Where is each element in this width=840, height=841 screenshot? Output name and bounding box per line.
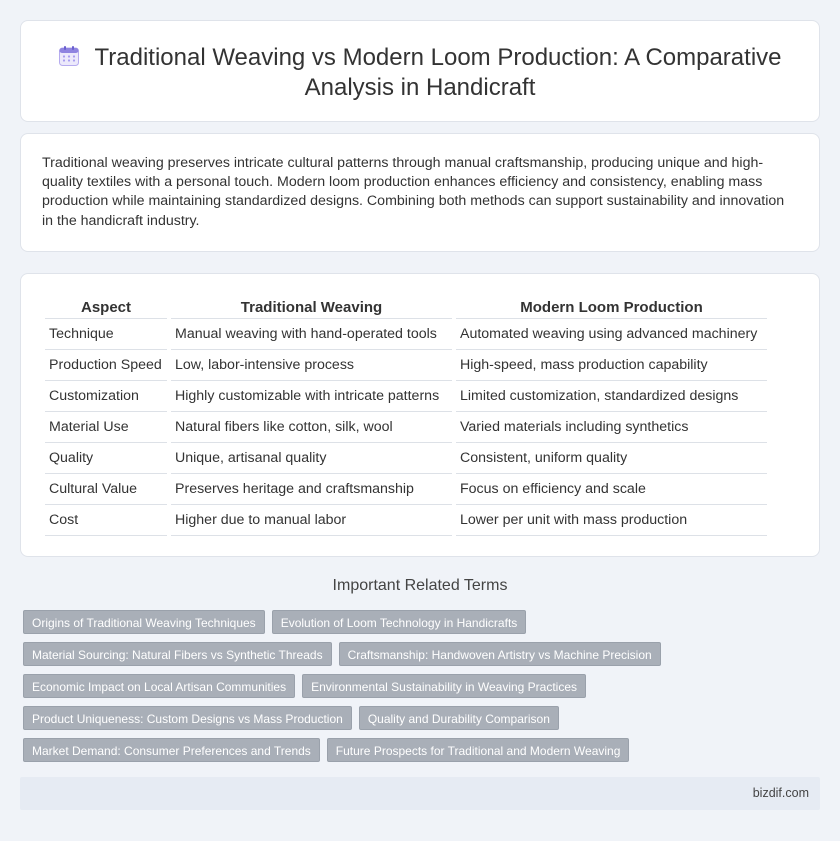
table-header-row xyxy=(45,295,767,319)
intro-card xyxy=(20,133,820,252)
table-row xyxy=(45,412,767,443)
related-term-tag[interactable]: Product Uniqueness: Custom Designs vs Mass Production xyxy=(23,706,352,730)
table-cell: High-speed, mass production capability xyxy=(456,350,767,381)
table-cell: Focus on efficiency and scale xyxy=(456,474,767,505)
table-cell: Automated weaving using advanced machinery xyxy=(456,319,767,350)
related-terms-list xyxy=(23,610,823,770)
column-header: Traditional Weaving xyxy=(171,295,452,319)
footer-site-link[interactable]: bizdif.com xyxy=(752,786,809,800)
table-cell: Limited customization, standardized designs xyxy=(456,381,767,412)
table-cell: Varied materials including synthetics xyxy=(456,412,767,443)
table-row xyxy=(45,474,767,505)
table-cell: Technique xyxy=(45,319,167,350)
related-term-tag[interactable]: Future Prospects for Traditional and Modern Weaving xyxy=(327,738,630,762)
related-terms-heading: Important Related Terms xyxy=(332,577,508,594)
tag-row xyxy=(23,674,823,698)
table-row xyxy=(45,505,767,536)
table-row xyxy=(45,381,767,412)
calendar-icon xyxy=(58,45,80,67)
table-cell: Lower per unit with mass production xyxy=(456,505,767,536)
tag-row xyxy=(23,706,823,730)
table-cell: Higher due to manual labor xyxy=(171,505,452,536)
table-row xyxy=(45,350,767,381)
table-cell: Manual weaving with hand-operated tools xyxy=(171,319,452,350)
table-cell: Customization xyxy=(45,381,167,412)
footer-bar xyxy=(20,777,820,810)
tag-row xyxy=(23,610,823,634)
table-cell: Production Speed xyxy=(45,350,167,381)
related-term-tag[interactable]: Craftsmanship: Handwoven Artistry vs Machine Precision xyxy=(339,642,661,666)
related-term-tag[interactable]: Environmental Sustainability in Weaving Practices xyxy=(302,674,586,698)
table-row xyxy=(45,443,767,474)
table-cell: Highly customizable with intricate patterns xyxy=(171,381,452,412)
related-term-tag[interactable]: Origins of Traditional Weaving Techniques xyxy=(23,610,265,634)
column-header: Modern Loom Production xyxy=(456,295,767,319)
table-cell: Unique, artisanal quality xyxy=(171,443,452,474)
tag-row xyxy=(23,642,823,666)
related-term-tag[interactable]: Quality and Durability Comparison xyxy=(359,706,559,730)
column-header: Aspect xyxy=(45,295,167,319)
table-cell: Material Use xyxy=(45,412,167,443)
page-title-wrap xyxy=(51,43,789,103)
table-cell: Cultural Value xyxy=(45,474,167,505)
table-cell: Quality xyxy=(45,443,167,474)
related-term-tag[interactable]: Evolution of Loom Technology in Handicrafts xyxy=(272,610,527,634)
related-term-tag[interactable]: Material Sourcing: Natural Fibers vs Synthetic Threads xyxy=(23,642,332,666)
table-cell: Consistent, uniform quality xyxy=(456,443,767,474)
related-term-tag[interactable]: Market Demand: Consumer Preferences and Trends xyxy=(23,738,320,762)
title-card xyxy=(20,20,820,122)
comparison-table xyxy=(41,295,771,536)
table-cell: Cost xyxy=(45,505,167,536)
table-row xyxy=(45,319,767,350)
tag-row xyxy=(23,738,823,762)
page-title: Traditional Weaving vs Modern Loom Production: A Comparative Analysis in Handicraft xyxy=(94,44,782,101)
intro-paragraph: Traditional weaving preserves intricate cultural patterns through manual craftsmanship, producing unique and high-quality textiles with a personal touch. Modern loom production enhances efficiency and consistency, enabling mass production while maintaining standardized designs. Combining both methods can support sustainability and innovation in the handicraft industry. xyxy=(42,155,785,229)
comparison-table-card xyxy=(20,273,820,557)
table-cell: Low, labor-intensive process xyxy=(171,350,452,381)
table-cell: Natural fibers like cotton, silk, wool xyxy=(171,412,452,443)
table-cell: Preserves heritage and craftsmanship xyxy=(171,474,452,505)
related-term-tag[interactable]: Economic Impact on Local Artisan Communities xyxy=(23,674,295,698)
